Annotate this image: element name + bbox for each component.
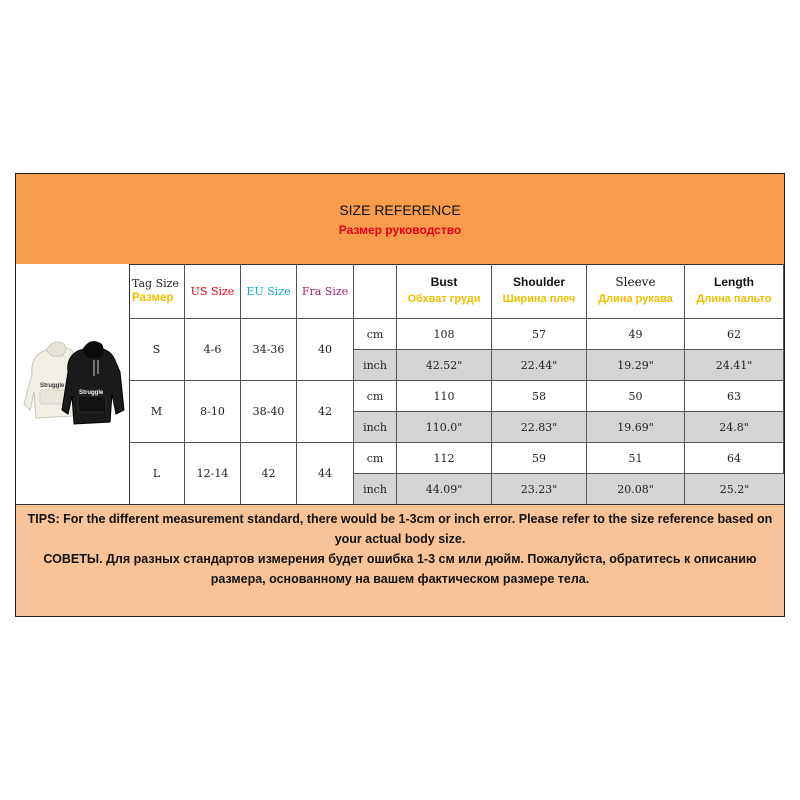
row-l-sleeve-cm: 51	[587, 443, 685, 474]
row-m-us: 8-10	[185, 381, 241, 443]
shoulder-label-ru: Ширина плеч	[502, 293, 576, 305]
white-hoodie-print: Struggle	[40, 383, 65, 389]
row-l-sleeve-inch: 20.08"	[587, 474, 685, 504]
row-l-shoulder-inch: 23.23"	[492, 474, 587, 504]
row-l-bust-cm: 112	[397, 443, 492, 474]
row-m-unit-inch: inch	[354, 412, 397, 443]
row-m-unit-cm: cm	[354, 381, 397, 412]
tips-text-ru: СОВЕТЫ. Для разных стандартов измерения будет ошибка 1-3 см или дюйм. Пожалуйста, обратитесь к описанию размера, основанному на вашем фактическом размере тела.	[43, 552, 757, 586]
col-header-us-size	[185, 264, 241, 319]
size-chart	[15, 173, 785, 617]
row-l-us: 12-14	[185, 443, 241, 504]
length-label: Length	[714, 275, 754, 289]
bust-label: Bust	[430, 275, 458, 289]
chart-title: SIZE REFERENCE	[339, 202, 461, 218]
row-l-eu: 42	[241, 443, 297, 504]
col-header-unit	[354, 264, 397, 319]
row-m-shoulder-cm: 58	[492, 381, 587, 412]
bust-label-ru: Обхват груди	[407, 293, 481, 305]
black-hoodie-print: Struggle	[79, 390, 104, 396]
row-s-sleeve-cm: 49	[587, 319, 685, 350]
row-s-tag: S	[129, 319, 185, 381]
tips-text-en: TIPS: For the different measurement standard, there would be 1-3cm or inch error. Please refer to the size reference based on your actual body size.	[27, 512, 773, 546]
row-s-length-cm: 62	[685, 319, 784, 350]
size-table	[129, 264, 784, 504]
chart-title-ru: Размер руководство	[338, 223, 462, 237]
row-m-tag: M	[129, 381, 185, 443]
eu-size-label: EU Size	[246, 284, 291, 298]
row-l-length-cm: 64	[685, 443, 784, 474]
row-s-sleeve-inch: 19.29"	[587, 350, 685, 381]
col-header-fra-size	[297, 264, 354, 319]
row-s-fra: 40	[297, 319, 354, 381]
row-s-unit-inch: inch	[354, 350, 397, 381]
sleeve-label: Sleeve	[615, 275, 656, 289]
tag-size-label: Tag Size	[132, 277, 179, 290]
row-m-bust-cm: 110	[397, 381, 492, 412]
hoodie-product-image	[16, 264, 129, 504]
row-s-shoulder-inch: 22.44"	[492, 350, 587, 381]
row-s-bust-cm: 108	[397, 319, 492, 350]
product-photo-cell	[16, 264, 130, 504]
row-l-unit-cm: cm	[354, 443, 397, 474]
row-l-shoulder-cm: 59	[492, 443, 587, 474]
size-chart-header	[16, 174, 784, 265]
fra-size-label: Fra Size	[301, 284, 349, 298]
row-l-length-inch: 25.2"	[685, 474, 784, 504]
row-l-unit-inch: inch	[354, 474, 397, 504]
row-l-fra: 44	[297, 443, 354, 504]
tips-box	[16, 504, 784, 616]
row-s-us: 4-6	[185, 319, 241, 381]
row-l-tag: L	[129, 443, 185, 504]
col-header-eu-size	[241, 264, 297, 319]
row-m-fra: 42	[297, 381, 354, 443]
row-m-sleeve-inch: 19.69"	[587, 412, 685, 443]
sleeve-label-ru: Длина рукава	[598, 293, 673, 305]
col-header-length	[685, 264, 784, 319]
row-s-length-inch: 24.41"	[685, 350, 784, 381]
row-s-unit-cm: cm	[354, 319, 397, 350]
col-header-tag-size	[129, 264, 185, 319]
row-m-shoulder-inch: 22.83"	[492, 412, 587, 443]
row-m-eu: 38-40	[241, 381, 297, 443]
row-s-eu: 34-36	[241, 319, 297, 381]
row-l-bust-inch: 44.09"	[397, 474, 492, 504]
us-size-label: US Size	[190, 284, 235, 298]
col-header-sleeve	[587, 264, 685, 319]
row-s-bust-inch: 42.52"	[397, 350, 492, 381]
shoulder-label: Shoulder	[512, 275, 565, 289]
row-m-length-inch: 24.8"	[685, 412, 784, 443]
row-s-shoulder-cm: 57	[492, 319, 587, 350]
tag-size-label-ru: Размер	[132, 292, 174, 304]
col-header-shoulder	[492, 264, 587, 319]
row-m-length-cm: 63	[685, 381, 784, 412]
row-m-bust-inch: 110.0"	[397, 412, 492, 443]
col-header-bust	[397, 264, 492, 319]
row-m-sleeve-cm: 50	[587, 381, 685, 412]
length-label-ru: Длина пальто	[696, 293, 772, 305]
